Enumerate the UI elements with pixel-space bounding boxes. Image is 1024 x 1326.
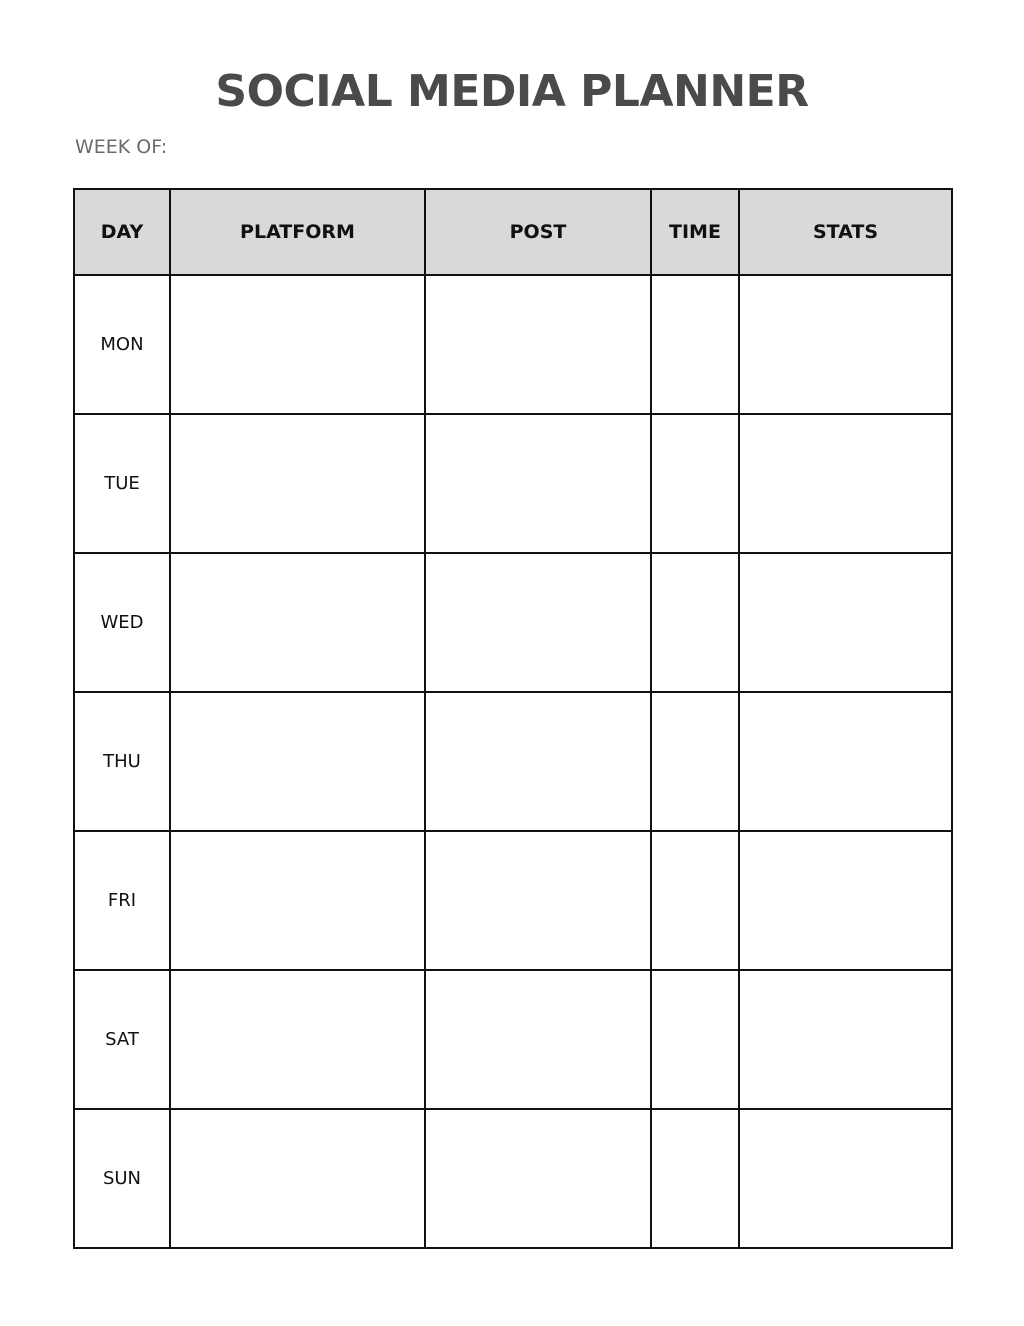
platform-cell[interactable] xyxy=(170,275,425,414)
stats-cell[interactable] xyxy=(739,831,952,970)
header-post: POST xyxy=(425,189,651,275)
day-cell: MON xyxy=(74,275,170,414)
platform-cell[interactable] xyxy=(170,1109,425,1248)
stats-cell[interactable] xyxy=(739,970,952,1109)
table-row xyxy=(74,414,952,553)
platform-cell[interactable] xyxy=(170,831,425,970)
table-row xyxy=(74,275,952,414)
table-row xyxy=(74,970,952,1109)
day-cell: SAT xyxy=(74,970,170,1109)
header-day: DAY xyxy=(74,189,170,275)
page-title: SOCIAL MEDIA PLANNER xyxy=(215,66,809,117)
table-row xyxy=(74,831,952,970)
post-cell[interactable] xyxy=(425,553,651,692)
platform-cell[interactable] xyxy=(170,414,425,553)
platform-cell[interactable] xyxy=(170,692,425,831)
header-time: TIME xyxy=(651,189,739,275)
week-of-label: WEEK OF: xyxy=(75,136,168,158)
time-cell[interactable] xyxy=(651,414,739,553)
stats-cell[interactable] xyxy=(739,692,952,831)
time-cell[interactable] xyxy=(651,553,739,692)
platform-cell[interactable] xyxy=(170,553,425,692)
stats-cell[interactable] xyxy=(739,1109,952,1248)
header-platform: PLATFORM xyxy=(170,189,425,275)
platform-cell[interactable] xyxy=(170,970,425,1109)
post-cell[interactable] xyxy=(425,414,651,553)
time-cell[interactable] xyxy=(651,275,739,414)
post-cell[interactable] xyxy=(425,275,651,414)
header-row xyxy=(74,189,952,275)
post-cell[interactable] xyxy=(425,1109,651,1248)
time-cell[interactable] xyxy=(651,970,739,1109)
header-stats: STATS xyxy=(739,189,952,275)
table-row xyxy=(74,1109,952,1248)
time-cell[interactable] xyxy=(651,692,739,831)
post-cell[interactable] xyxy=(425,692,651,831)
time-cell[interactable] xyxy=(651,1109,739,1248)
stats-cell[interactable] xyxy=(739,275,952,414)
planner-table xyxy=(73,188,953,1249)
day-cell: SUN xyxy=(74,1109,170,1248)
stats-cell[interactable] xyxy=(739,553,952,692)
day-cell: FRI xyxy=(74,831,170,970)
post-cell[interactable] xyxy=(425,831,651,970)
time-cell[interactable] xyxy=(651,831,739,970)
day-cell: WED xyxy=(74,553,170,692)
table-row xyxy=(74,553,952,692)
stats-cell[interactable] xyxy=(739,414,952,553)
day-cell: TUE xyxy=(74,414,170,553)
table-row xyxy=(74,692,952,831)
post-cell[interactable] xyxy=(425,970,651,1109)
day-cell: THU xyxy=(74,692,170,831)
